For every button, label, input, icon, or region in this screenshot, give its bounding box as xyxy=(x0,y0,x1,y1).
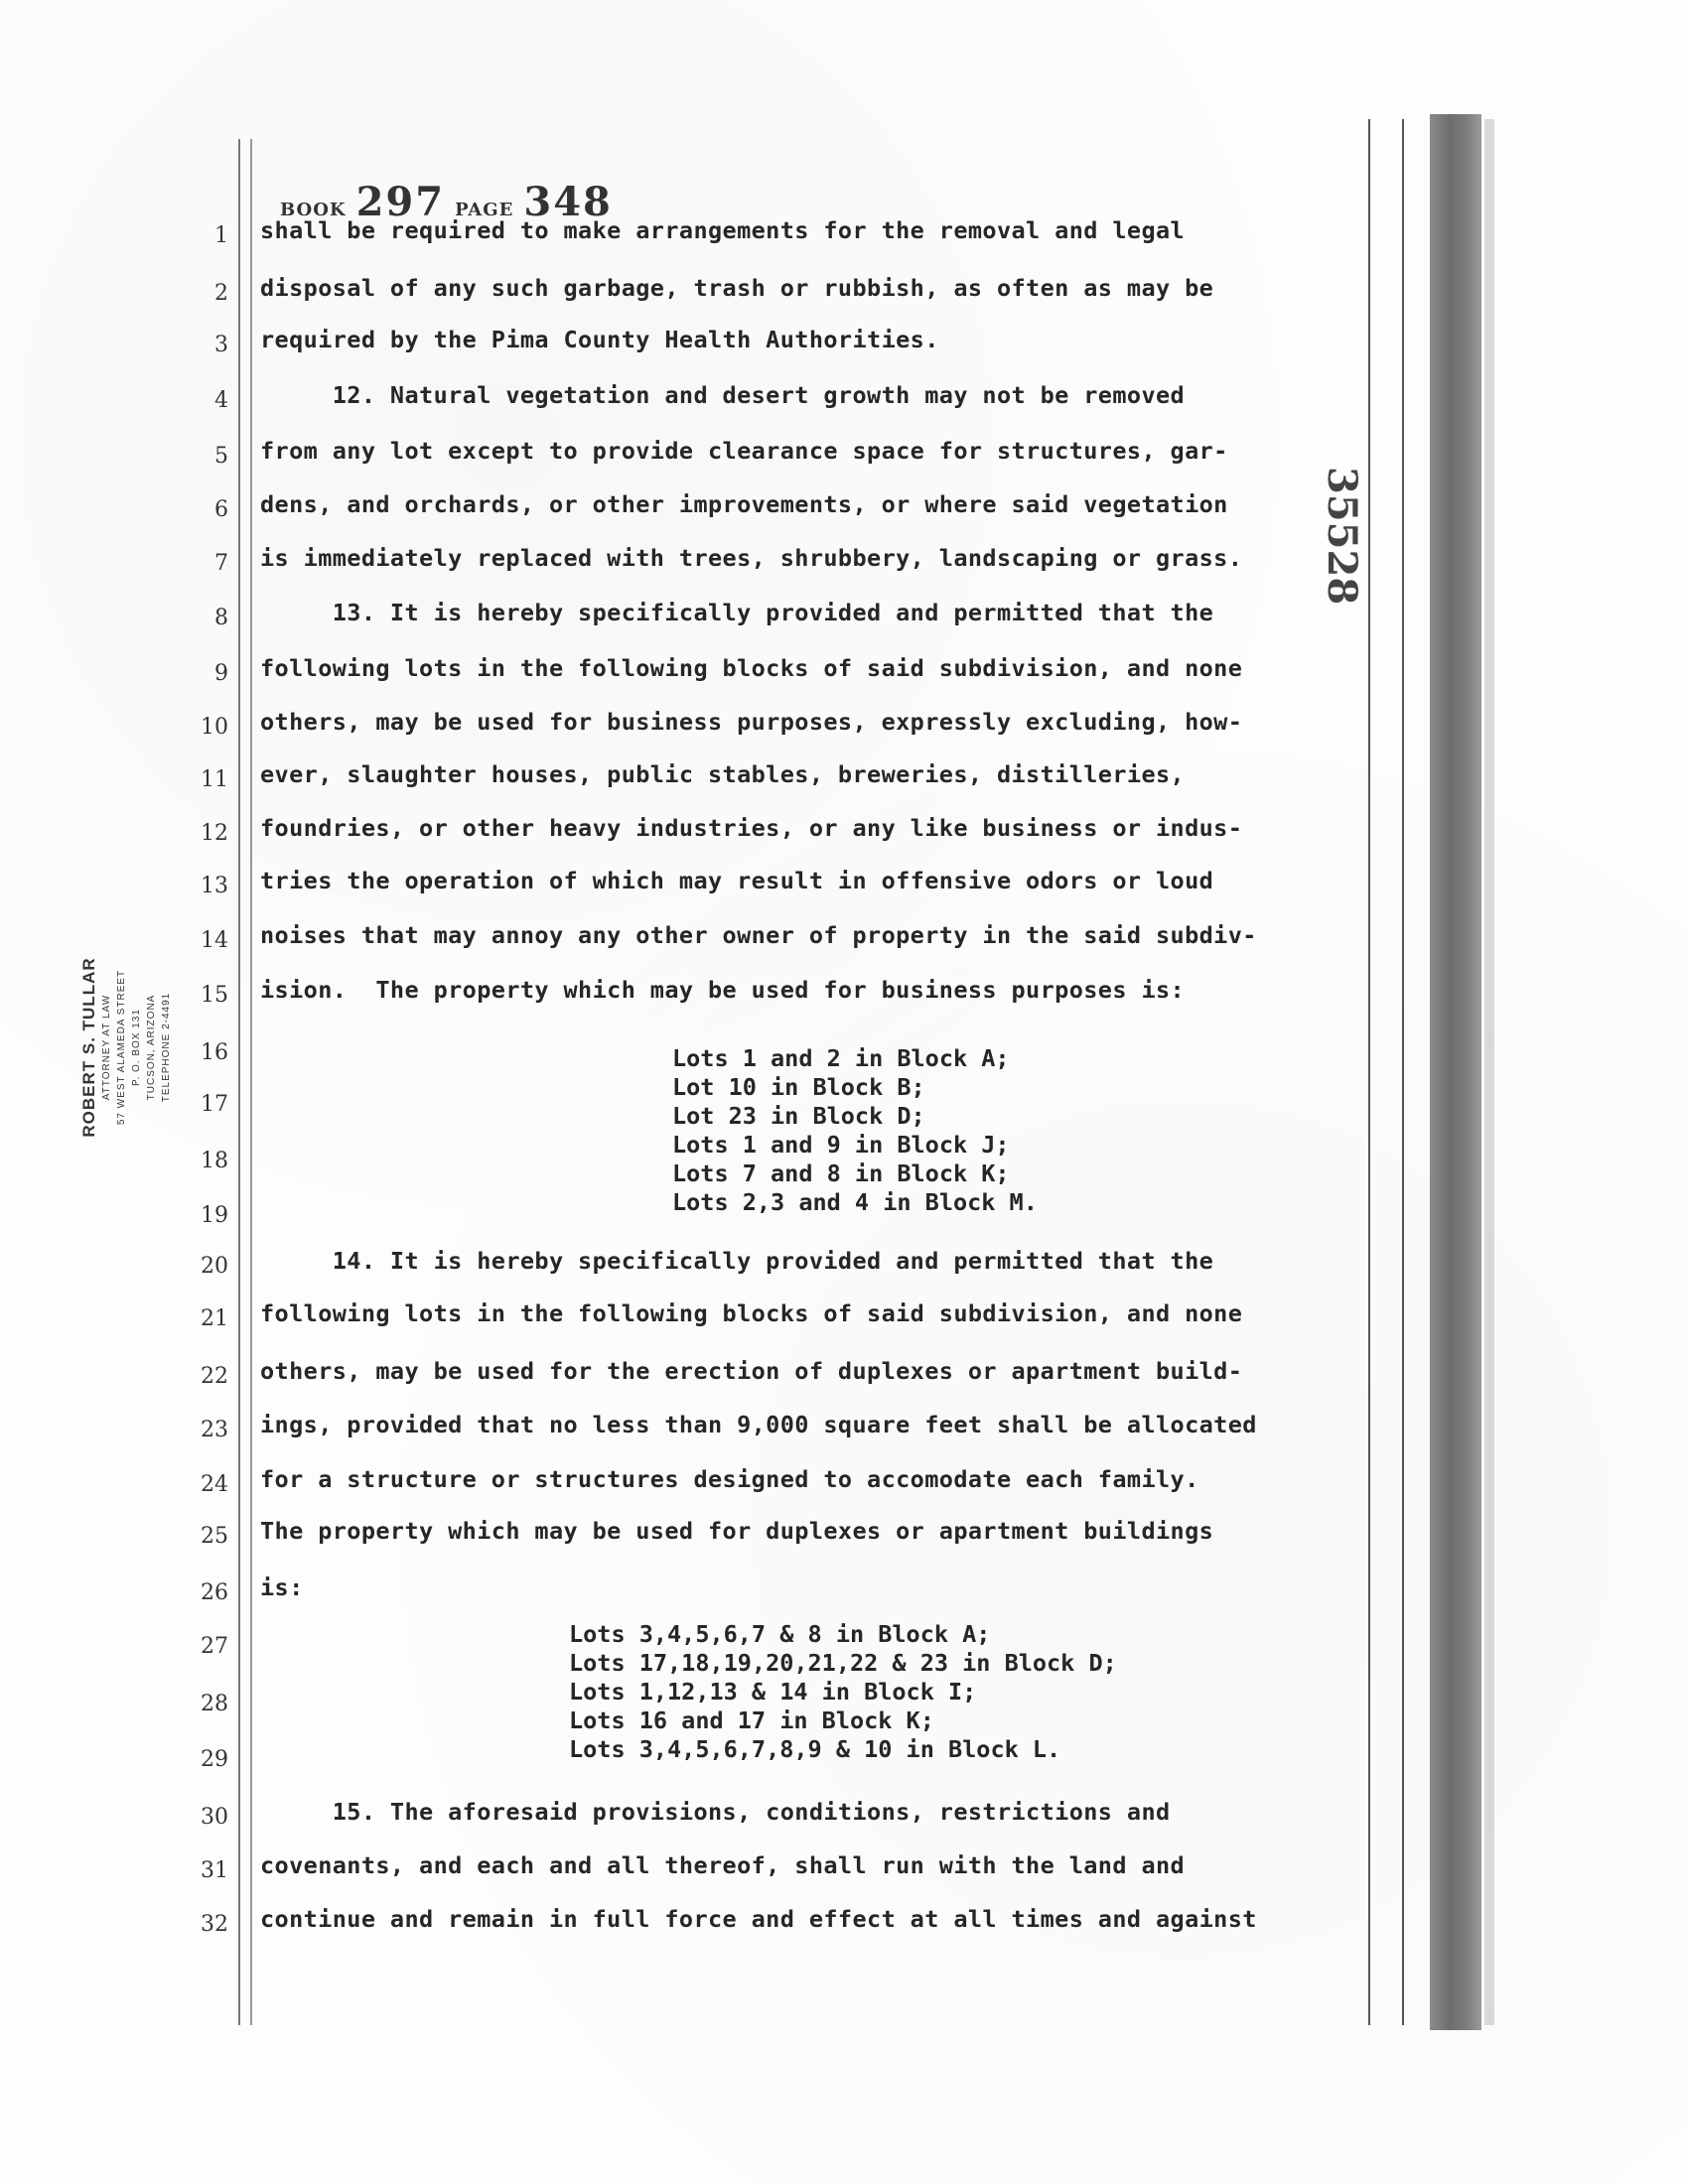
text-line: 14. It is hereby specifically provided and permitted that the xyxy=(260,1247,1214,1275)
lot-list-item: Lots 1 and 2 in Block A; xyxy=(672,1044,1010,1072)
line-number: 18 xyxy=(201,1149,228,1173)
text-line: is immediately replaced with trees, shrubbery, landscaping or grass. xyxy=(260,544,1243,572)
line-number: 11 xyxy=(201,767,228,792)
line-number: 13 xyxy=(201,874,228,898)
attorney-name: ROBERT S. TULLAR xyxy=(79,957,98,1138)
lot-list-item: Lots 7 and 8 in Block K; xyxy=(672,1160,1010,1187)
line-number: 26 xyxy=(201,1580,228,1605)
line-number: 9 xyxy=(214,661,228,686)
line-number: 12 xyxy=(201,821,228,846)
text-line: 15. The aforesaid provisions, conditions, restrictions and xyxy=(260,1798,1171,1826)
text-line: noises that may annoy any other owner of property in the said subdiv- xyxy=(260,921,1257,949)
text-line: for a structure or structures designed to accomodate each family. xyxy=(260,1465,1199,1493)
text-line: following lots in the following blocks of said subdivision, and none xyxy=(260,1299,1243,1327)
line-number: 31 xyxy=(201,1858,228,1883)
text-line: ings, provided that no less than 9,000 square feet shall be allocated xyxy=(260,1411,1257,1438)
text-line: The property which may be used for duplexes or apartment buildings xyxy=(260,1517,1214,1545)
line-number: 7 xyxy=(214,551,228,576)
line-number: 15 xyxy=(201,983,228,1008)
line-number: 19 xyxy=(201,1203,228,1228)
line-number: 10 xyxy=(201,715,228,740)
line-number: 8 xyxy=(214,606,228,630)
text-line: ever, slaughter houses, public stables, breweries, distilleries, xyxy=(260,760,1186,788)
left-margin-rule xyxy=(238,139,240,2025)
lot-list-item: Lot 23 in Block D; xyxy=(672,1102,925,1130)
page-label: PAGE xyxy=(455,200,514,220)
lot-list-item: Lots 1,12,13 & 14 in Block I; xyxy=(569,1678,977,1706)
lot-list-item: Lots 3,4,5,6,7 & 8 in Block A; xyxy=(569,1620,991,1648)
line-number: 16 xyxy=(201,1040,228,1065)
book-number: 297 xyxy=(355,179,446,225)
line-number: 6 xyxy=(214,497,228,522)
attorney-street: 57 WEST ALAMEDA STREET xyxy=(116,969,127,1126)
attorney-city: TUCSON, ARIZONA xyxy=(146,994,157,1101)
lot-list-item: Lots 2,3 and 4 in Block M. xyxy=(672,1188,1038,1216)
line-number: 20 xyxy=(201,1254,228,1279)
line-number: 28 xyxy=(201,1692,228,1716)
apartment-lots-list xyxy=(569,1620,1117,1764)
recording-stamp-number: 35528 xyxy=(1319,467,1365,606)
lot-list-item: Lots 3,4,5,6,7,8,9 & 10 in Block L. xyxy=(569,1735,1061,1763)
line-number: 30 xyxy=(201,1805,228,1830)
lot-list-item: Lots 17,18,19,20,21,22 & 23 in Block D; xyxy=(569,1649,1117,1677)
text-line: shall be required to make arrangements for the removal and legal xyxy=(260,216,1186,244)
line-number: 3 xyxy=(214,333,228,357)
text-line: from any lot except to provide clearance space for structures, gar- xyxy=(260,437,1228,465)
line-number: 17 xyxy=(201,1092,228,1117)
book-label: BOOK xyxy=(280,200,347,220)
text-line: required by the Pima County Health Authorities. xyxy=(260,326,939,353)
lot-list-item: Lots 1 and 9 in Block J; xyxy=(672,1131,1010,1159)
text-line: disposal of any such garbage, trash or rubbish, as often as may be xyxy=(260,274,1214,302)
text-line: ision. The property which may be used for business purposes is: xyxy=(260,976,1186,1004)
line-number: 23 xyxy=(201,1418,228,1442)
line-number: 22 xyxy=(201,1364,228,1389)
right-margin-rule-outer xyxy=(1402,119,1404,2025)
line-number: 24 xyxy=(201,1472,228,1497)
text-line: following lots in the following blocks of said subdivision, and none xyxy=(260,654,1243,682)
text-line: tries the operation of which may result in offensive odors or loud xyxy=(260,867,1214,894)
text-line: continue and remain in full force and effect at all times and against xyxy=(260,1905,1257,1933)
line-number: 1 xyxy=(214,223,228,248)
line-number: 14 xyxy=(201,928,228,953)
text-line: dens, and orchards, or other improvements, or where said vegetation xyxy=(260,490,1228,518)
left-margin-rule-inner xyxy=(250,139,252,2025)
line-number: 5 xyxy=(214,444,228,469)
text-line: others, may be used for business purposes, expressly excluding, how- xyxy=(260,708,1243,736)
text-line: is: xyxy=(260,1573,304,1601)
line-number: 27 xyxy=(201,1634,228,1659)
line-number: 29 xyxy=(201,1747,228,1772)
scan-edge-strip xyxy=(1484,119,1494,2025)
text-line: others, may be used for the erection of duplexes or apartment build- xyxy=(260,1357,1243,1385)
right-margin-rule xyxy=(1368,119,1370,2025)
attorney-po-box: P. O. BOX 131 xyxy=(131,1009,142,1086)
attorney-telephone: TELEPHONE 2-4491 xyxy=(161,992,172,1103)
text-line: foundries, or other heavy industries, or any like business or indus- xyxy=(260,814,1243,842)
line-number: 32 xyxy=(201,1912,228,1937)
lot-list-item: Lot 10 in Block B; xyxy=(672,1073,925,1101)
scan-edge-shadow xyxy=(1430,114,1481,2030)
line-number: 4 xyxy=(214,388,228,413)
text-line: 13. It is hereby specifically provided and permitted that the xyxy=(260,599,1214,626)
text-line: covenants, and each and all thereof, shall run with the land and xyxy=(260,1851,1186,1879)
attorney-title: ATTORNEY AT LAW xyxy=(101,994,112,1101)
line-number: 25 xyxy=(201,1524,228,1549)
line-number: 21 xyxy=(201,1306,228,1331)
text-line: 12. Natural vegetation and desert growth may not be removed xyxy=(260,381,1186,409)
line-number: 2 xyxy=(214,281,228,306)
business-lots-list xyxy=(672,1044,1038,1217)
page-number: 348 xyxy=(523,179,613,225)
attorney-letterhead xyxy=(79,923,174,1171)
lot-list-item: Lots 16 and 17 in Block K; xyxy=(569,1706,934,1734)
